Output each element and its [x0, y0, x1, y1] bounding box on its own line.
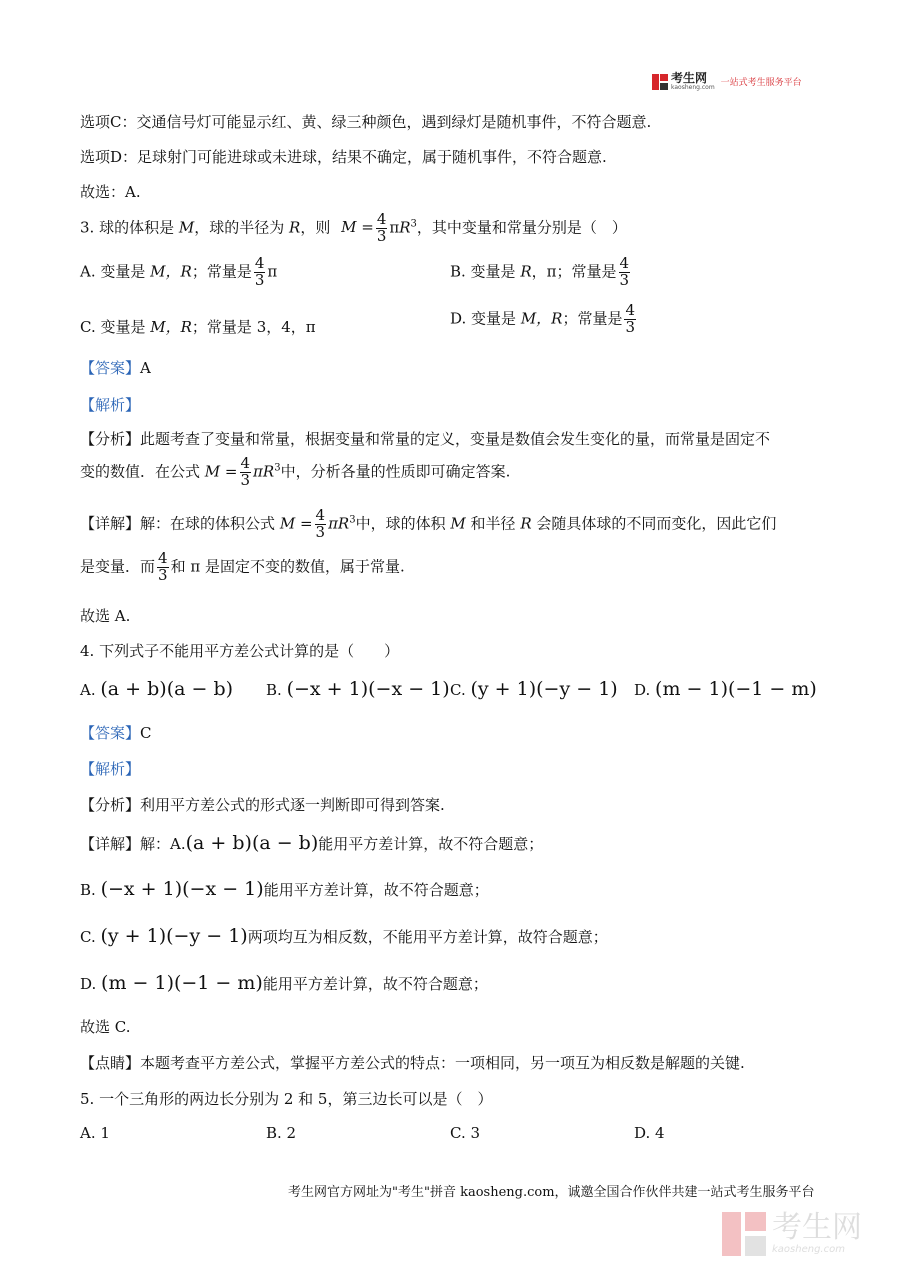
q4-choose: 故选 C.: [80, 1018, 131, 1036]
footer-text: 考生网官方网址为"考生"拼音 kaosheng.com，诚邀全国合作伙伴共建一站式考生服务平台: [288, 1185, 815, 1200]
q3-choose: 故选 A.: [80, 607, 131, 625]
q3-fraction: $\frac{4}{3}$: [376, 210, 387, 245]
q4-dianjing: 【点睛】本题考查平方差公式，掌握平方差公式的特点：一项相同，另一项互为相反数是解题的关键.: [80, 1054, 745, 1072]
q4-option-d: D. (m − 1)(−1 − m): [634, 678, 817, 700]
q3-option-b: B. 变量是 R，π；常量是 $\frac{4}{3}$: [450, 254, 630, 289]
q3-detail-line1: 【详解】解：在球的体积公式 M = $\frac{4}{3}$ $\pi R^3$中，球的体积 M 和半径 R 会随具体球的不同而变化，因此它们: [80, 506, 777, 541]
q4-detail-b: B. (−x + 1)(−x − 1)能用平方差计算，故不符合题意；: [80, 878, 489, 900]
q3-option-c: C. 变量是 M，R；常量是 3，4，π: [80, 318, 316, 336]
q4-option-b: B. (−x + 1)(−x − 1): [266, 678, 450, 700]
q3-answer: 【答案】A: [80, 359, 151, 377]
logo-name: 考生网: [671, 71, 708, 85]
q4-answer: 【答案】C: [80, 724, 152, 742]
q4-detail-a: 【详解】解：A.(a + b)(a − b)能用平方差计算，故不符合题意；: [80, 832, 544, 854]
q4-option-a: A. (a + b)(a − b): [80, 678, 234, 700]
q3-analysis-tag: 【解析】: [80, 396, 141, 414]
header-logo: [652, 72, 802, 91]
q4-detail-c: C. (y + 1)(−y − 1)两项均互为相反数，不能用平方差计算，故符合题意；: [80, 925, 608, 947]
kaosheng-watermark-icon: [722, 1212, 766, 1256]
q5-stem: 5. 一个三角形的两边长分别为 2 和 5，第三边长可以是（ ）: [80, 1090, 493, 1108]
watermark-domain: kaosheng.com: [772, 1244, 845, 1255]
q4-option-c: C. (y + 1)(−y − 1): [450, 678, 618, 700]
q5-option-c: C. 3: [450, 1124, 481, 1142]
q4-analysis-tag: 【解析】: [80, 760, 141, 778]
logo-slogan: 一站式考生服务平台: [720, 78, 802, 88]
q4-fenxi: 【分析】利用平方差公式的形式逐一判断即可得到答案.: [80, 796, 445, 814]
q5-option-d: D. 4: [634, 1124, 665, 1142]
kaosheng-logo-icon: [652, 74, 668, 90]
q4-stem: 4. 下列式子不能用平方差公式计算的是（ ）: [80, 642, 400, 660]
q3-fenxi-line2: 变的数值．在公式 M = $\frac{4}{3}$ $\pi R^3$中，分析各量的性质即可确定答案.: [80, 454, 511, 489]
q5-option-a: A. 1: [80, 1124, 110, 1142]
q2-option-d-explain: 选项D：足球射门可能进球或未进球，结果不确定，属于随机事件，不符合题意.: [80, 148, 607, 166]
q4-detail-d: D. (m − 1)(−1 − m)能用平方差计算，故不符合题意；: [80, 972, 488, 994]
watermark-name: 考生网: [772, 1210, 862, 1245]
q5-option-b: B. 2: [266, 1124, 297, 1142]
watermark: [722, 1212, 862, 1256]
q2-choose: 故选：A.: [80, 183, 141, 201]
logo-domain: kaosheng.com: [671, 84, 715, 91]
q3-stem: 3. 球的体积是 M，球的半径为 R，则 M = $\frac{4}{3}$ $\pi R^3$，其中变量和常量分别是（ ）: [80, 210, 627, 245]
q3-option-a: A. 变量是 M，R；常量是 $\frac{4}{3}$ π: [80, 254, 278, 289]
q3-fenxi-line1: 【分析】此题考查了变量和常量，根据变量和常量的定义，变量是数值会发生变化的量，而常量是固定不: [80, 430, 771, 448]
q3-detail-line2: 是变量．而 $\frac{4}{3}$ 和 π 是固定不变的数值，属于常量.: [80, 549, 405, 584]
q2-option-c-explain: 选项C：交通信号灯可能显示红、黄、绿三种颜色，遇到绿灯是随机事件，不符合题意.: [80, 113, 652, 131]
q3-option-d: D. 变量是 M，R；常量是 $\frac{4}{3}$: [450, 301, 636, 336]
